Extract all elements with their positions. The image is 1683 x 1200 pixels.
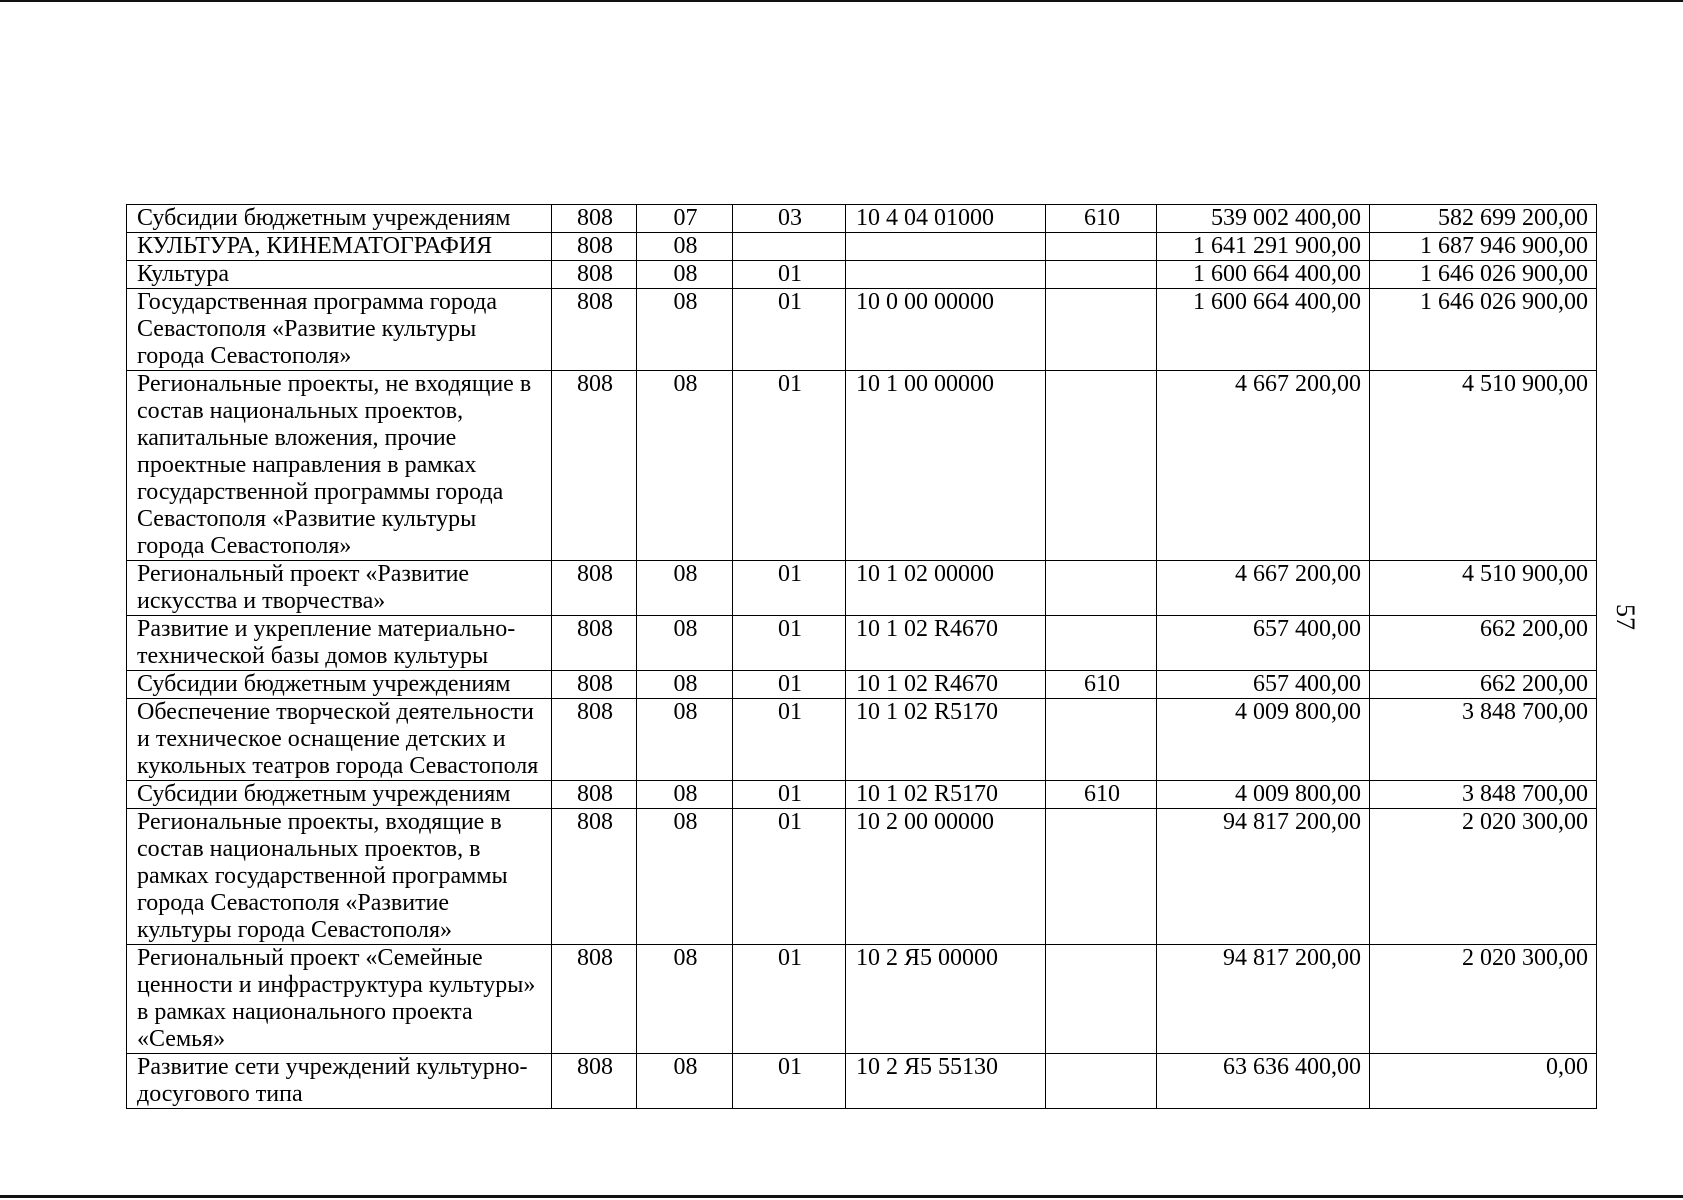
amount-year-1-cell: 94 817 200,00 <box>1157 809 1370 945</box>
grbs-code-cell: 808 <box>552 371 637 561</box>
row-name-cell: КУЛЬТУРА, КИНЕМАТОГРАФИЯ <box>127 233 552 261</box>
section-code-cell: 08 <box>637 945 733 1054</box>
amount-year-2-cell: 3 848 700,00 <box>1370 699 1597 781</box>
section-code-cell: 08 <box>637 781 733 809</box>
amount-year-2-cell: 0,00 <box>1370 1054 1597 1109</box>
target-article-cell: 10 2 00 00000 <box>846 809 1046 945</box>
section-code-cell: 08 <box>637 671 733 699</box>
expense-type-cell <box>1046 261 1157 289</box>
section-code-cell: 07 <box>637 205 733 233</box>
amount-year-1-cell: 94 817 200,00 <box>1157 945 1370 1054</box>
subsection-code-cell: 01 <box>733 809 846 945</box>
target-article-cell: 10 1 02 R5170 <box>846 781 1046 809</box>
section-code-cell: 08 <box>637 371 733 561</box>
amount-year-1-cell: 539 002 400,00 <box>1157 205 1370 233</box>
page-top-edge <box>0 0 1683 2</box>
amount-year-2-cell: 2 020 300,00 <box>1370 809 1597 945</box>
row-name-cell: Обеспечение творческой деятельности и техническое оснащение детских и кукольных театров города Севастополя <box>127 699 552 781</box>
target-article-cell: 10 0 00 00000 <box>846 289 1046 371</box>
section-code-cell: 08 <box>637 699 733 781</box>
page-bottom-edge <box>0 1195 1683 1198</box>
expense-type-cell <box>1046 289 1157 371</box>
table-row <box>127 371 1597 561</box>
section-code-cell: 08 <box>637 809 733 945</box>
amount-year-2-cell: 582 699 200,00 <box>1370 205 1597 233</box>
expense-type-cell <box>1046 1054 1157 1109</box>
amount-year-1-cell: 657 400,00 <box>1157 616 1370 671</box>
target-article-cell: 10 1 00 00000 <box>846 371 1046 561</box>
expense-type-cell <box>1046 561 1157 616</box>
table-row <box>127 205 1597 233</box>
target-article-cell: 10 2 Я5 55130 <box>846 1054 1046 1109</box>
amount-year-1-cell: 4 009 800,00 <box>1157 699 1370 781</box>
amount-year-2-cell: 2 020 300,00 <box>1370 945 1597 1054</box>
table-row <box>127 945 1597 1054</box>
page-number: 57 <box>1611 604 1640 630</box>
grbs-code-cell: 808 <box>552 233 637 261</box>
table-row <box>127 233 1597 261</box>
table-body <box>127 205 1597 1109</box>
section-code-cell: 08 <box>637 561 733 616</box>
section-code-cell: 08 <box>637 616 733 671</box>
subsection-code-cell: 01 <box>733 699 846 781</box>
expense-type-cell <box>1046 945 1157 1054</box>
subsection-code-cell: 01 <box>733 781 846 809</box>
amount-year-2-cell: 4 510 900,00 <box>1370 371 1597 561</box>
subsection-code-cell: 03 <box>733 205 846 233</box>
grbs-code-cell: 808 <box>552 671 637 699</box>
grbs-code-cell: 808 <box>552 1054 637 1109</box>
table-row <box>127 671 1597 699</box>
subsection-code-cell: 01 <box>733 671 846 699</box>
expense-type-cell <box>1046 371 1157 561</box>
section-code-cell: 08 <box>637 1054 733 1109</box>
target-article-cell <box>846 233 1046 261</box>
grbs-code-cell: 808 <box>552 561 637 616</box>
amount-year-2-cell: 662 200,00 <box>1370 671 1597 699</box>
expense-type-cell <box>1046 809 1157 945</box>
subsection-code-cell: 01 <box>733 289 846 371</box>
amount-year-2-cell: 3 848 700,00 <box>1370 781 1597 809</box>
grbs-code-cell: 808 <box>552 781 637 809</box>
subsection-code-cell: 01 <box>733 261 846 289</box>
table-row <box>127 1054 1597 1109</box>
amount-year-2-cell: 1 687 946 900,00 <box>1370 233 1597 261</box>
expense-type-cell: 610 <box>1046 205 1157 233</box>
amount-year-1-cell: 63 636 400,00 <box>1157 1054 1370 1109</box>
amount-year-1-cell: 1 600 664 400,00 <box>1157 261 1370 289</box>
grbs-code-cell: 808 <box>552 616 637 671</box>
table-row <box>127 561 1597 616</box>
row-name-cell: Региональные проекты, входящие в состав национальных проектов, в рамках государственной программы города Севастополя «Развитие культуры города Севастополя» <box>127 809 552 945</box>
row-name-cell: Субсидии бюджетным учреждениям <box>127 205 552 233</box>
grbs-code-cell: 808 <box>552 809 637 945</box>
amount-year-1-cell: 657 400,00 <box>1157 671 1370 699</box>
row-name-cell: Развитие сети учреждений культурно-досугового типа <box>127 1054 552 1109</box>
target-article-cell: 10 1 02 R4670 <box>846 616 1046 671</box>
row-name-cell: Региональные проекты, не входящие в состав национальных проектов, капитальные вложения, прочие проектные направления в рамках государственной программы города Севастополя «Развитие культуры города Севастополя» <box>127 371 552 561</box>
table-row <box>127 289 1597 371</box>
row-name-cell: Развитие и укрепление материально-технической базы домов культуры <box>127 616 552 671</box>
budget-table <box>126 204 1597 1109</box>
subsection-code-cell <box>733 233 846 261</box>
subsection-code-cell: 01 <box>733 371 846 561</box>
grbs-code-cell: 808 <box>552 261 637 289</box>
amount-year-2-cell: 662 200,00 <box>1370 616 1597 671</box>
subsection-code-cell: 01 <box>733 1054 846 1109</box>
subsection-code-cell: 01 <box>733 616 846 671</box>
table-row <box>127 809 1597 945</box>
amount-year-1-cell: 1 600 664 400,00 <box>1157 289 1370 371</box>
grbs-code-cell: 808 <box>552 205 637 233</box>
amount-year-2-cell: 4 510 900,00 <box>1370 561 1597 616</box>
expense-type-cell: 610 <box>1046 671 1157 699</box>
amount-year-1-cell: 4 667 200,00 <box>1157 561 1370 616</box>
amount-year-1-cell: 4 009 800,00 <box>1157 781 1370 809</box>
expense-type-cell: 610 <box>1046 781 1157 809</box>
amount-year-2-cell: 1 646 026 900,00 <box>1370 261 1597 289</box>
row-name-cell: Государственная программа города Севастополя «Развитие культуры города Севастополя» <box>127 289 552 371</box>
target-article-cell: 10 4 04 01000 <box>846 205 1046 233</box>
expense-type-cell <box>1046 616 1157 671</box>
grbs-code-cell: 808 <box>552 289 637 371</box>
target-article-cell: 10 1 02 R5170 <box>846 699 1046 781</box>
row-name-cell: Региональный проект «Развитие искусства и творчества» <box>127 561 552 616</box>
table-row <box>127 261 1597 289</box>
grbs-code-cell: 808 <box>552 945 637 1054</box>
row-name-cell: Региональный проект «Семейные ценности и инфраструктура культуры» в рамках национального проекта «Семья» <box>127 945 552 1054</box>
grbs-code-cell: 808 <box>552 699 637 781</box>
section-code-cell: 08 <box>637 289 733 371</box>
subsection-code-cell: 01 <box>733 945 846 1054</box>
row-name-cell: Культура <box>127 261 552 289</box>
target-article-cell: 10 1 02 R4670 <box>846 671 1046 699</box>
row-name-cell: Субсидии бюджетным учреждениям <box>127 781 552 809</box>
amount-year-2-cell: 1 646 026 900,00 <box>1370 289 1597 371</box>
table-row <box>127 616 1597 671</box>
target-article-cell: 10 1 02 00000 <box>846 561 1046 616</box>
table-row <box>127 699 1597 781</box>
table-row <box>127 781 1597 809</box>
expense-type-cell <box>1046 699 1157 781</box>
amount-year-1-cell: 4 667 200,00 <box>1157 371 1370 561</box>
section-code-cell: 08 <box>637 261 733 289</box>
row-name-cell: Субсидии бюджетным учреждениям <box>127 671 552 699</box>
subsection-code-cell: 01 <box>733 561 846 616</box>
section-code-cell: 08 <box>637 233 733 261</box>
expense-type-cell <box>1046 233 1157 261</box>
target-article-cell: 10 2 Я5 00000 <box>846 945 1046 1054</box>
amount-year-1-cell: 1 641 291 900,00 <box>1157 233 1370 261</box>
target-article-cell <box>846 261 1046 289</box>
